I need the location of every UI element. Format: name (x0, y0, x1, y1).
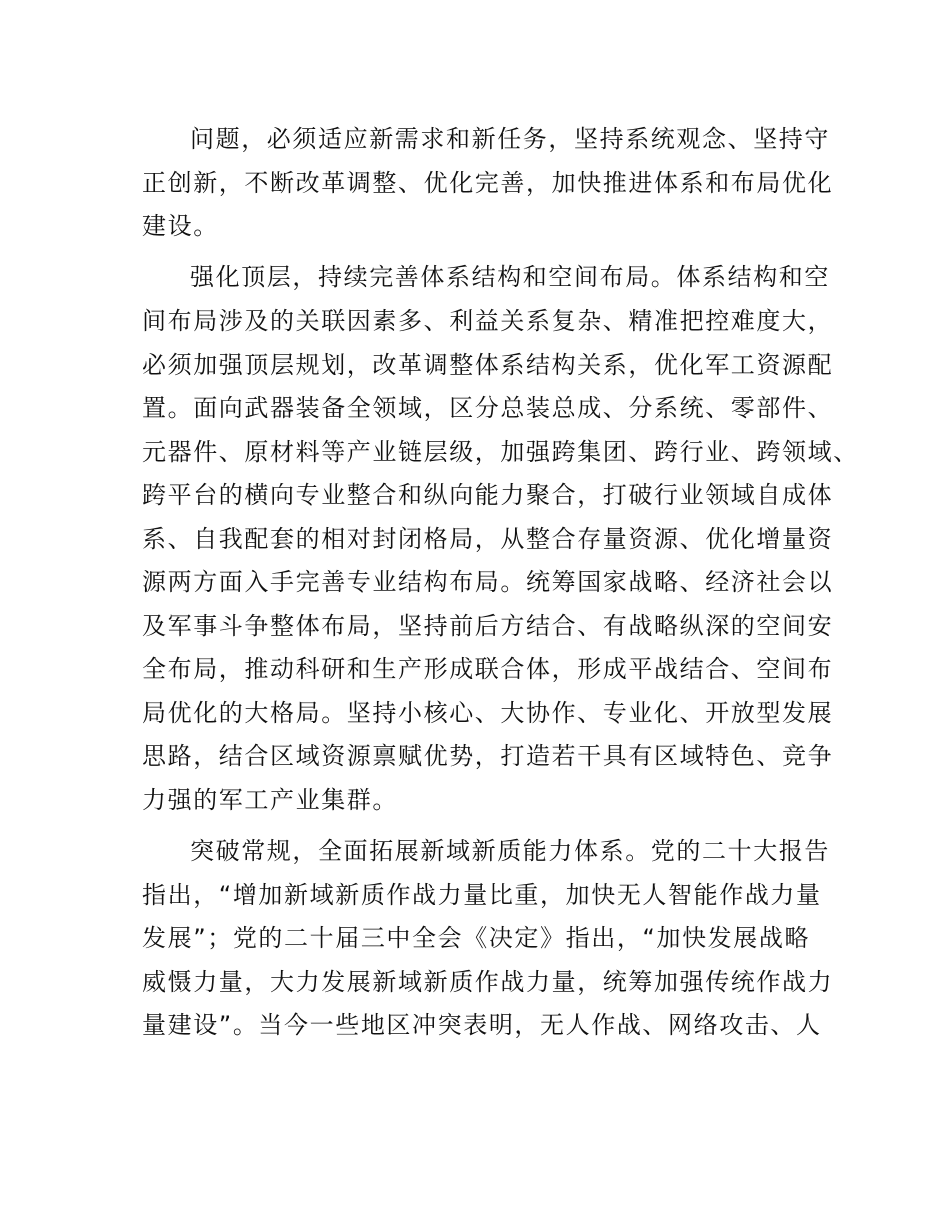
paragraph-3-line-3: 发展”；党的二十届三中全会《决定》指出，“加快发展战略 (142, 924, 811, 952)
paragraph-3-line-5: 量建设”。当今一些地区冲突表明，无人作战、网络攻击、人 (142, 1011, 822, 1039)
paragraph-2-line-8: 源两方面入手完善专业结构布局。统筹国家战略、经济社会以 (142, 568, 834, 596)
paragraph-2-line-1: 强化顶层，持续完善体系结构和空间布局。体系结构和空 (190, 263, 830, 291)
paragraph-3-line-1: 突破常规，全面拓展新域新质能力体系。党的二十大报告 (190, 837, 830, 865)
paragraph-2-line-13: 力强的军工产业集群。 (142, 786, 398, 814)
paragraph-2-line-3: 必须加强顶层规划，改革调整体系结构关系，优化军工资源配 (142, 351, 834, 379)
paragraph-2-line-4: 置。面向武器装备全领域，区分总装总成、分系统、零部件、 (142, 394, 834, 422)
paragraph-2-line-12: 思路，结合区域资源禀赋优势，打造若干具有区域特色、竞争 (142, 742, 834, 770)
paragraph-2-line-10: 全布局，推动科研和生产形成联合体，形成平战结合、空间布 (142, 655, 834, 683)
paragraph-2-line-11: 局优化的大格局。坚持小核心、大协作、专业化、开放型发展 (142, 699, 834, 727)
paragraph-1-line-2: 正创新，不断改革调整、优化完善，加快推进体系和布局优化 (142, 169, 834, 197)
paragraph-3-line-2: 指出，“增加新域新质作战力量比重，加快无人智能作战力量 (142, 881, 822, 909)
paragraph-1-line-1: 问题，必须适应新需求和新任务，坚持系统观念、坚持守 (190, 125, 830, 153)
paragraph-2-line-5: 元器件、原材料等产业链层级，加强跨集团、跨行业、跨领域、 (142, 438, 859, 466)
paragraph-3-line-4: 威慑力量，大力发展新域新质作战力量，统筹加强传统作战力 (142, 968, 834, 996)
paragraph-1-line-3: 建设。 (142, 212, 219, 240)
paragraph-2-line-7: 系、自我配套的相对封闭格局，从整合存量资源、优化增量资 (142, 525, 834, 553)
paragraph-2-line-6: 跨平台的横向专业整合和纵向能力聚合，打破行业领域自成体 (142, 481, 834, 509)
paragraph-2-line-2: 间布局涉及的关联因素多、利益关系复杂、精准把控难度大， (142, 307, 834, 335)
paragraph-2-line-9: 及军事斗争整体布局，坚持前后方结合、有战略纵深的空间安 (142, 612, 834, 640)
